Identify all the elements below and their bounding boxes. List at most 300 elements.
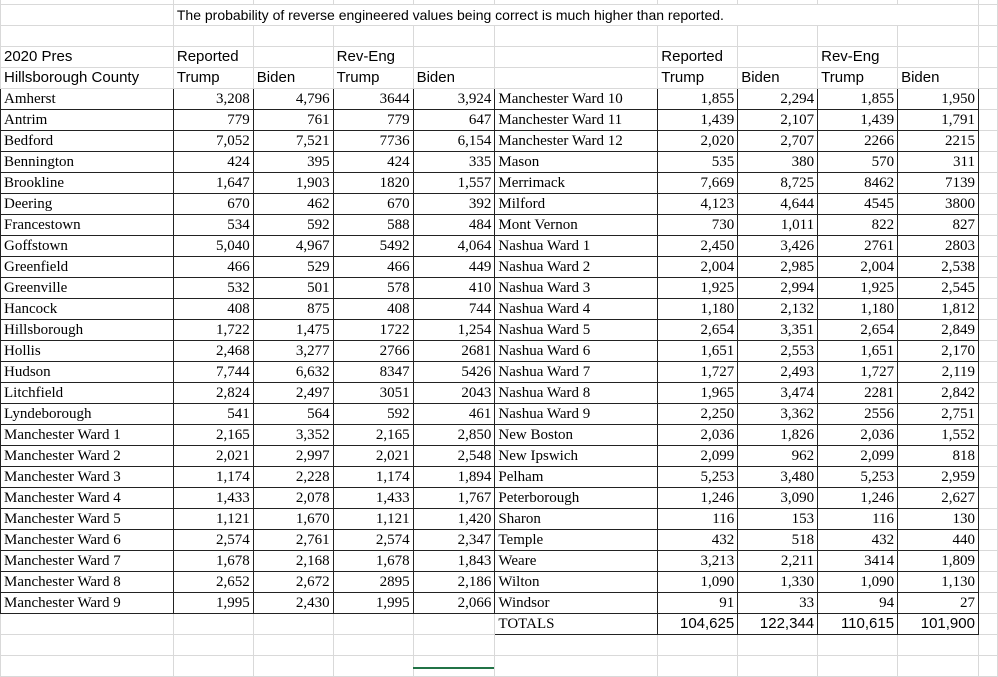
vote-count: 3,924	[413, 89, 495, 110]
vote-count: 779	[333, 110, 413, 131]
table-row	[1, 299, 998, 320]
vote-count: 1,180	[658, 299, 738, 320]
vote-count: 2766	[333, 341, 413, 362]
vote-count: 1,090	[658, 572, 738, 593]
cell[interactable]	[898, 26, 979, 47]
cell[interactable]	[978, 383, 997, 404]
column-header	[495, 68, 658, 89]
location-name: Nashua Ward 2	[495, 257, 658, 278]
table-row	[1, 131, 998, 152]
cell[interactable]	[978, 131, 997, 152]
column-header	[253, 47, 333, 68]
vote-count: 8347	[333, 362, 413, 383]
vote-count: 2,099	[818, 446, 898, 467]
cell[interactable]	[978, 152, 997, 173]
location-name: New Boston	[495, 425, 658, 446]
location-name: Nashua Ward 6	[495, 341, 658, 362]
table-row	[1, 530, 998, 551]
location-name: Hillsborough	[1, 320, 174, 341]
vote-count: 2761	[818, 236, 898, 257]
vote-count: 424	[173, 152, 253, 173]
location-name: Manchester Ward 5	[1, 509, 174, 530]
vote-count: 1,925	[818, 278, 898, 299]
column-header: Trump	[818, 68, 898, 89]
cell[interactable]	[978, 173, 997, 194]
vote-count: 2,497	[253, 383, 333, 404]
cell[interactable]	[818, 656, 898, 677]
vote-count: 462	[253, 194, 333, 215]
location-name: Hollis	[1, 341, 174, 362]
vote-count: 392	[413, 194, 495, 215]
vote-count: 4,123	[658, 194, 738, 215]
vote-count: 564	[253, 404, 333, 425]
vote-count: 91	[658, 593, 738, 614]
cell[interactable]	[978, 572, 997, 593]
vote-count: 2,672	[253, 572, 333, 593]
column-header: Reported	[173, 47, 253, 68]
location-name: Peterborough	[495, 488, 658, 509]
location-name: Deering	[1, 194, 174, 215]
cell[interactable]	[173, 656, 253, 677]
vote-count: 1,678	[333, 551, 413, 572]
vote-count: 2,959	[898, 467, 979, 488]
vote-count: 2,294	[738, 89, 818, 110]
vote-count: 311	[898, 152, 979, 173]
location-name: Merrimack	[495, 173, 658, 194]
vote-count: 2,849	[898, 320, 979, 341]
vote-count: 7,052	[173, 131, 253, 152]
column-header	[898, 47, 979, 68]
cell[interactable]	[978, 551, 997, 572]
cell[interactable]	[978, 656, 997, 677]
location-name: Manchester Ward 2	[1, 446, 174, 467]
cell[interactable]	[1, 656, 174, 677]
vote-count: 1,130	[898, 572, 979, 593]
cell[interactable]	[658, 26, 738, 47]
vote-count: 2,538	[898, 257, 979, 278]
table-row	[1, 110, 998, 131]
vote-count: 592	[333, 404, 413, 425]
selected-cell[interactable]	[413, 667, 494, 673]
vote-count: 1,767	[413, 488, 495, 509]
vote-count: 1,727	[818, 362, 898, 383]
vote-count: 501	[253, 278, 333, 299]
vote-count: 2,751	[898, 404, 979, 425]
table-row	[1, 488, 998, 509]
total-value: 122,344	[738, 614, 818, 635]
vote-count: 529	[253, 257, 333, 278]
vote-count: 2,842	[898, 383, 979, 404]
table-row	[1, 89, 998, 110]
vote-count: 432	[818, 530, 898, 551]
vote-count: 2,493	[738, 362, 818, 383]
vote-count: 1,651	[658, 341, 738, 362]
cell[interactable]	[978, 26, 997, 47]
table-row	[1, 320, 998, 341]
vote-count: 1,174	[173, 467, 253, 488]
cell[interactable]	[978, 404, 997, 425]
location-name: Bedford	[1, 131, 174, 152]
table-row	[1, 404, 998, 425]
cell[interactable]	[173, 614, 253, 635]
vote-count: 2,021	[173, 446, 253, 467]
vote-count: 2,228	[253, 467, 333, 488]
vote-count: 3644	[333, 89, 413, 110]
cell[interactable]	[173, 26, 253, 47]
vote-count: 1,855	[818, 89, 898, 110]
vote-count: 5,040	[173, 236, 253, 257]
vote-count: 4,644	[738, 194, 818, 215]
cell[interactable]	[658, 656, 738, 677]
vote-count: 5426	[413, 362, 495, 383]
vote-count: 2803	[898, 236, 979, 257]
cell[interactable]	[738, 26, 818, 47]
cell[interactable]	[978, 635, 997, 656]
location-name: Manchester Ward 4	[1, 488, 174, 509]
cell[interactable]	[978, 236, 997, 257]
vote-count: 2,707	[738, 131, 818, 152]
vote-count: 4545	[818, 194, 898, 215]
blank-row	[1, 656, 998, 677]
table-row	[1, 446, 998, 467]
vote-count: 449	[413, 257, 495, 278]
vote-count: 1,246	[818, 488, 898, 509]
vote-count: 1,254	[413, 320, 495, 341]
location-name: Mont Vernon	[495, 215, 658, 236]
vote-count: 592	[253, 215, 333, 236]
vote-count: 1,903	[253, 173, 333, 194]
vote-count: 2,211	[738, 551, 818, 572]
vote-count: 2,021	[333, 446, 413, 467]
vote-count: 2,020	[658, 131, 738, 152]
vote-count: 2,985	[738, 257, 818, 278]
vote-count: 744	[413, 299, 495, 320]
vote-count: 1,965	[658, 383, 738, 404]
vote-count: 2,165	[333, 425, 413, 446]
vote-count: 1,894	[413, 467, 495, 488]
vote-count: 1,995	[333, 593, 413, 614]
vote-count: 2,850	[413, 425, 495, 446]
location-name: Nashua Ward 4	[495, 299, 658, 320]
vote-count: 2,654	[658, 320, 738, 341]
cell[interactable]	[495, 656, 658, 677]
cell[interactable]	[978, 320, 997, 341]
header-row1	[1, 47, 998, 68]
cell[interactable]	[978, 47, 997, 68]
vote-count: 1,121	[173, 509, 253, 530]
cell[interactable]	[1, 614, 174, 635]
cell[interactable]	[253, 26, 333, 47]
vote-count: 2,430	[253, 593, 333, 614]
cell[interactable]	[818, 26, 898, 47]
cell[interactable]	[818, 635, 898, 656]
totals-row	[1, 614, 998, 635]
vote-count: 2,004	[658, 257, 738, 278]
table-row	[1, 593, 998, 614]
cell[interactable]	[1, 635, 174, 656]
vote-count: 1,420	[413, 509, 495, 530]
cell[interactable]	[978, 488, 997, 509]
vote-count: 518	[738, 530, 818, 551]
vote-count: 2215	[898, 131, 979, 152]
cell[interactable]	[978, 257, 997, 278]
vote-count: 1,174	[333, 467, 413, 488]
vote-count: 647	[413, 110, 495, 131]
header-row2	[1, 68, 998, 89]
vote-count: 408	[333, 299, 413, 320]
vote-count: 2,545	[898, 278, 979, 299]
cell[interactable]	[495, 635, 658, 656]
location-name: Nashua Ward 7	[495, 362, 658, 383]
cell[interactable]	[333, 26, 413, 47]
cell[interactable]	[333, 614, 413, 635]
vote-count: 3,090	[738, 488, 818, 509]
location-name: Bennington	[1, 152, 174, 173]
cell[interactable]	[1, 5, 174, 26]
location-name: Manchester Ward 11	[495, 110, 658, 131]
cell[interactable]	[978, 299, 997, 320]
cell[interactable]	[978, 530, 997, 551]
vote-count: 3051	[333, 383, 413, 404]
cell[interactable]	[413, 26, 495, 47]
vote-count: 1,433	[333, 488, 413, 509]
column-header: Trump	[333, 68, 413, 89]
location-name: Manchester Ward 9	[1, 593, 174, 614]
vote-count: 1,475	[253, 320, 333, 341]
table-row	[1, 383, 998, 404]
vote-count: 2281	[818, 383, 898, 404]
location-name: Greenfield	[1, 257, 174, 278]
vote-count: 2,450	[658, 236, 738, 257]
vote-count: 7,521	[253, 131, 333, 152]
vote-count: 1,557	[413, 173, 495, 194]
totals-label: TOTALS	[495, 614, 658, 635]
location-name: Nashua Ward 3	[495, 278, 658, 299]
cell[interactable]	[978, 362, 997, 383]
cell[interactable]	[413, 656, 495, 677]
location-name: Amherst	[1, 89, 174, 110]
vote-count: 484	[413, 215, 495, 236]
column-header: Biden	[253, 68, 333, 89]
vote-count: 827	[898, 215, 979, 236]
vote-count: 461	[413, 404, 495, 425]
vote-count: 1,439	[658, 110, 738, 131]
vote-count: 3800	[898, 194, 979, 215]
column-header: 2020 Pres	[1, 47, 174, 68]
vote-count: 2,250	[658, 404, 738, 425]
vote-count: 2,036	[818, 425, 898, 446]
vote-count: 1,552	[898, 425, 979, 446]
cell[interactable]	[978, 110, 997, 131]
cell[interactable]	[978, 215, 997, 236]
vote-count: 2,186	[413, 572, 495, 593]
column-header: Biden	[738, 68, 818, 89]
vote-count: 1820	[333, 173, 413, 194]
column-header: Rev-Eng	[333, 47, 413, 68]
cell[interactable]	[253, 614, 333, 635]
vote-count: 2,036	[658, 425, 738, 446]
vote-count: 3,277	[253, 341, 333, 362]
vote-count: 779	[173, 110, 253, 131]
vote-count: 7,669	[658, 173, 738, 194]
vote-count: 875	[253, 299, 333, 320]
vote-count: 2266	[818, 131, 898, 152]
vote-count: 2,119	[898, 362, 979, 383]
table-row	[1, 215, 998, 236]
location-name: Manchester Ward 3	[1, 467, 174, 488]
cell[interactable]	[495, 26, 658, 47]
cell[interactable]	[413, 635, 495, 656]
vote-count: 2,574	[173, 530, 253, 551]
vote-count: 335	[413, 152, 495, 173]
vote-count: 466	[173, 257, 253, 278]
vote-count: 6,154	[413, 131, 495, 152]
vote-count: 153	[738, 509, 818, 530]
cell[interactable]	[978, 341, 997, 362]
cell[interactable]	[898, 656, 979, 677]
vote-count: 3,208	[173, 89, 253, 110]
table-row	[1, 362, 998, 383]
cell[interactable]	[978, 278, 997, 299]
cell[interactable]	[658, 635, 738, 656]
cell[interactable]	[978, 467, 997, 488]
vote-count: 2,165	[173, 425, 253, 446]
vote-count: 466	[333, 257, 413, 278]
vote-count: 761	[253, 110, 333, 131]
location-name: Manchester Ward 12	[495, 131, 658, 152]
location-name: Weare	[495, 551, 658, 572]
column-header: Trump	[658, 68, 738, 89]
vote-count: 410	[413, 278, 495, 299]
vote-count: 2,997	[253, 446, 333, 467]
column-header: Biden	[898, 68, 979, 89]
blank-row	[1, 635, 998, 656]
vote-count: 2,004	[818, 257, 898, 278]
vote-count: 1,826	[738, 425, 818, 446]
location-name: Goffstown	[1, 236, 174, 257]
column-header: Hillsborough County	[1, 68, 174, 89]
location-name: Windsor	[495, 593, 658, 614]
cell[interactable]	[333, 635, 413, 656]
vote-count: 8,725	[738, 173, 818, 194]
vote-count: 4,967	[253, 236, 333, 257]
vote-count: 8462	[818, 173, 898, 194]
location-name: Mason	[495, 152, 658, 173]
vote-count: 7139	[898, 173, 979, 194]
vote-count: 818	[898, 446, 979, 467]
location-name: Milford	[495, 194, 658, 215]
vote-count: 1,855	[658, 89, 738, 110]
cell[interactable]	[978, 68, 997, 89]
vote-count: 1,843	[413, 551, 495, 572]
cell[interactable]	[978, 194, 997, 215]
total-value: 101,900	[898, 614, 979, 635]
vote-count: 1,722	[173, 320, 253, 341]
vote-count: 730	[658, 215, 738, 236]
vote-count: 1,090	[818, 572, 898, 593]
table-row	[1, 425, 998, 446]
column-header	[495, 47, 658, 68]
vote-count: 2,066	[413, 593, 495, 614]
table-row	[1, 173, 998, 194]
vote-count: 1,925	[658, 278, 738, 299]
cell[interactable]	[978, 593, 997, 614]
location-name: Hancock	[1, 299, 174, 320]
cell[interactable]	[738, 635, 818, 656]
vote-count: 116	[818, 509, 898, 530]
vote-count: 2,824	[173, 383, 253, 404]
location-name: Pelham	[495, 467, 658, 488]
location-name: Temple	[495, 530, 658, 551]
cell[interactable]	[978, 89, 997, 110]
location-name: Antrim	[1, 110, 174, 131]
location-name: Manchester Ward 7	[1, 551, 174, 572]
vote-count: 33	[738, 593, 818, 614]
vote-count: 1,791	[898, 110, 979, 131]
vote-count: 534	[173, 215, 253, 236]
vote-count: 2043	[413, 383, 495, 404]
column-header: Reported	[658, 47, 738, 68]
cell[interactable]	[253, 635, 333, 656]
cell[interactable]	[978, 446, 997, 467]
location-name: Nashua Ward 1	[495, 236, 658, 257]
vote-count: 4,064	[413, 236, 495, 257]
vote-count: 2556	[818, 404, 898, 425]
table-row	[1, 572, 998, 593]
cell[interactable]	[413, 614, 495, 635]
vote-count: 535	[658, 152, 738, 173]
vote-count: 395	[253, 152, 333, 173]
vote-count: 1722	[333, 320, 413, 341]
vote-count: 822	[818, 215, 898, 236]
location-name: Lyndeborough	[1, 404, 174, 425]
vote-count: 2,548	[413, 446, 495, 467]
vote-count: 5,253	[658, 467, 738, 488]
vote-count: 1,011	[738, 215, 818, 236]
cell[interactable]	[978, 5, 997, 26]
cell[interactable]	[978, 614, 997, 635]
vote-count: 3414	[818, 551, 898, 572]
vote-count: 27	[898, 593, 979, 614]
vote-count: 2,107	[738, 110, 818, 131]
table-row	[1, 257, 998, 278]
vote-count: 1,651	[818, 341, 898, 362]
table-row	[1, 152, 998, 173]
vote-count: 440	[898, 530, 979, 551]
cell[interactable]	[978, 425, 997, 446]
sheet-title: The probability of reverse engineered values being correct is much higher than reported.	[173, 5, 978, 26]
vote-count: 578	[333, 278, 413, 299]
table-row	[1, 509, 998, 530]
cell[interactable]	[738, 656, 818, 677]
vote-count: 1,995	[173, 593, 253, 614]
total-value: 110,615	[818, 614, 898, 635]
cell[interactable]	[978, 509, 997, 530]
column-header	[413, 47, 495, 68]
cell[interactable]	[898, 635, 979, 656]
vote-count: 1,246	[658, 488, 738, 509]
vote-count: 1,809	[898, 551, 979, 572]
vote-count: 2,132	[738, 299, 818, 320]
cell[interactable]	[333, 656, 413, 677]
cell[interactable]	[253, 656, 333, 677]
location-name: Manchester Ward 1	[1, 425, 174, 446]
cell[interactable]	[1, 26, 174, 47]
vote-count: 432	[658, 530, 738, 551]
cell[interactable]	[173, 635, 253, 656]
location-name: Nashua Ward 8	[495, 383, 658, 404]
vote-count: 3,474	[738, 383, 818, 404]
